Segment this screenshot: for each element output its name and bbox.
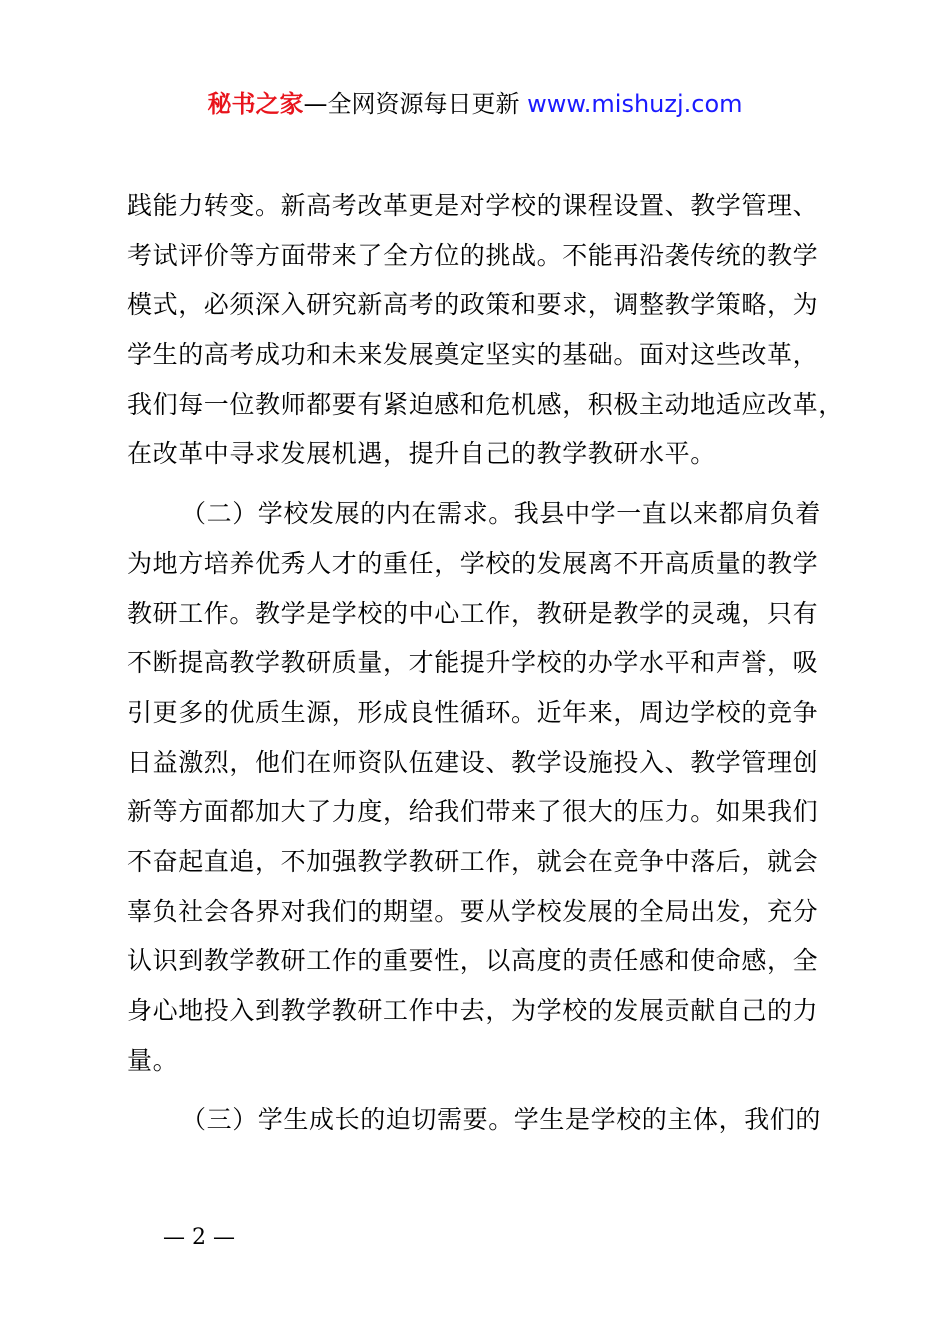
text-line: 教研工作。教学是学校的中心工作，教研是教学的灵魂，只有 <box>127 598 819 628</box>
text-line: 辜负社会各界对我们的期望。要从学校发展的全局出发，充分 <box>127 896 819 926</box>
text-line: 模式，必须深入研究新高考的政策和要求，调整教学策略，为 <box>127 290 819 320</box>
text-line: 践能力转变。新高考改革更是对学校的课程设置、教学管理、 <box>127 191 819 220</box>
site-header <box>0 86 950 122</box>
text-line: 在改革中寻求发展机遇，提升自己的教学教研水平。 <box>127 439 716 469</box>
text-line: 为地方培养优秀人才的重任，学校的发展离不开高质量的教学 <box>127 548 819 578</box>
text-line: 我们每一位教师都要有紧迫感和危机感，积极主动地适应改革， <box>127 389 844 419</box>
document-body <box>127 181 844 1145</box>
text-line: 新等方面都加大了力度，给我们带来了很大的压力。如果我们 <box>127 797 819 827</box>
page-number: — 2 — <box>163 1225 235 1250</box>
paragraph <box>127 1095 837 1145</box>
text-line: 考试评价等方面带来了全方位的挑战。不能再沿袭传统的教学 <box>127 240 819 270</box>
text-line: 认识到教学教研工作的重要性，以高度的责任感和使命感，全 <box>127 946 819 976</box>
text-line: 日益激烈，他们在师资队伍建设、教学设施投入、教学管理创 <box>127 747 819 777</box>
text-line: 不奋起直追，不加强教学教研工作，就会在竞争中落后，就会 <box>127 846 819 876</box>
site-tagline: —全网资源每日更新 <box>303 90 528 118</box>
paragraph <box>127 489 837 1085</box>
site-url-link[interactable]: www.mishuzj.com <box>527 90 743 118</box>
text-line: （二）学校发展的内在需求。我县中学一直以来都肩负着 <box>181 499 822 529</box>
text-line: 身心地投入到教学教研工作中去，为学校的发展贡献自己的力 <box>127 996 819 1025</box>
text-line: （三）学生成长的迫切需要。学生是学校的主体，我们的 <box>181 1105 822 1135</box>
text-line: 量。 <box>127 1045 179 1075</box>
text-line: 引更多的优质生源，形成良性循环。近年来，周边学校的竞争 <box>127 697 819 727</box>
text-line: 不断提高教学教研质量，才能提升学校的办学水平和声誉，吸 <box>127 648 819 678</box>
site-brand: 秘书之家 <box>207 90 304 118</box>
paragraph <box>127 181 844 479</box>
text-line: 学生的高考成功和未来发展奠定坚实的基础。面对这些改革， <box>127 340 819 370</box>
